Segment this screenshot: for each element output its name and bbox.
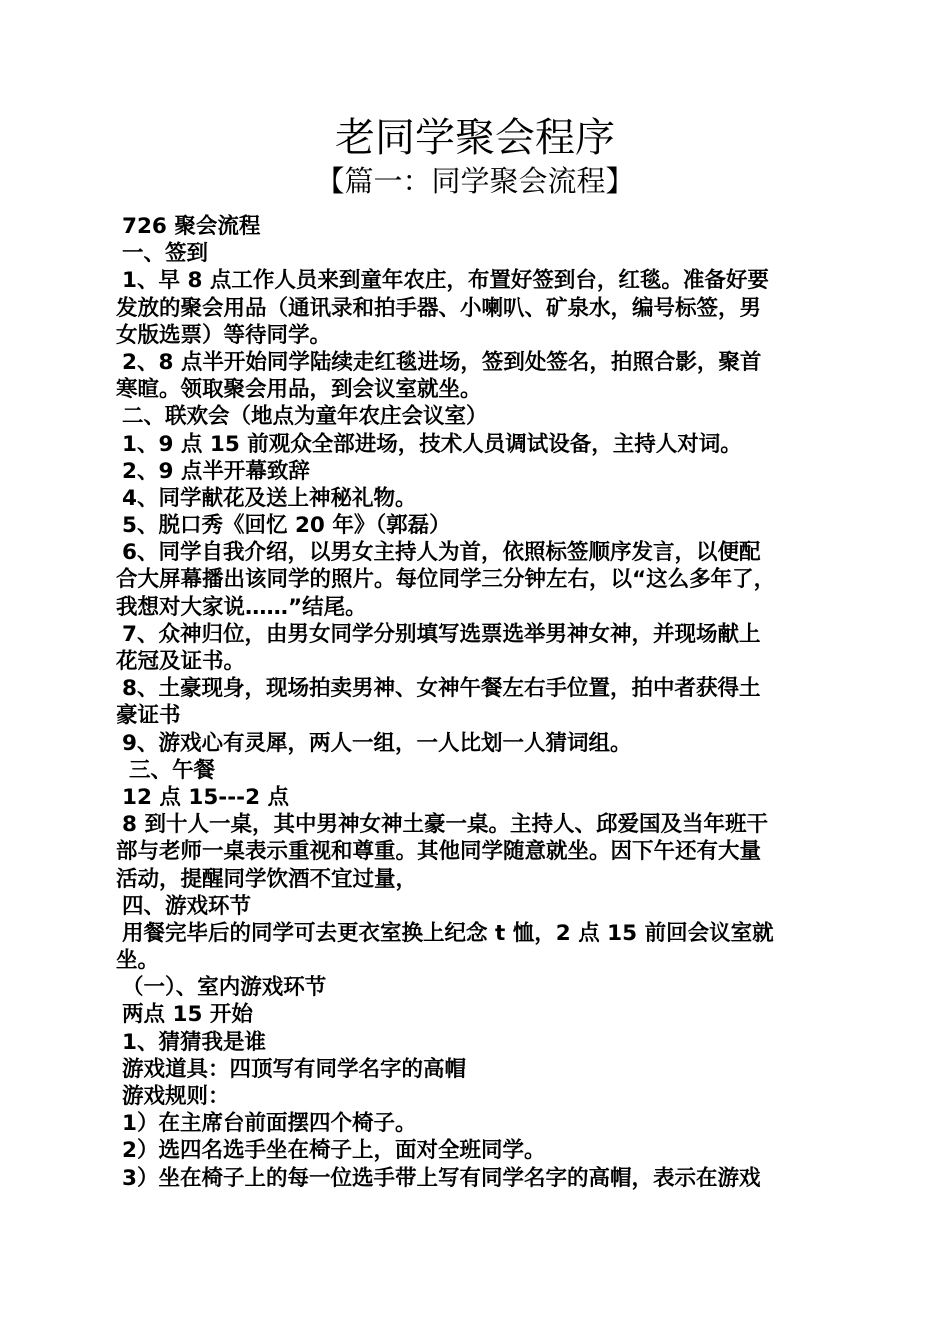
text-line: 我想对大家说……”结尾。 (116, 594, 367, 620)
section-heading: 四、游戏环节 (122, 893, 252, 919)
text-line: 1、早 8 点工作人员来到童年农庄，布置好签到台，红毯。准备好要 (122, 268, 769, 294)
text-line: 2、9 点半开幕致辞 (122, 458, 310, 484)
text-line: 部与老师一桌表示重视和尊重。其他同学随意就坐。因下午还有大量 (116, 839, 762, 865)
text-line: 坐。 (116, 948, 160, 974)
text-line: 2、8 点半开始同学陆续走红毯进场，签到处签名，拍照合影，聚首 (122, 349, 762, 375)
section-heading: 二、联欢会（地点为童年农庄会议室） (122, 404, 488, 430)
text-line: 1）在主席台前面摆四个椅子。 (122, 1111, 417, 1137)
section-heading: 三、午餐 (129, 757, 216, 783)
document-subtitle: 【篇一：同学聚会流程】 (315, 164, 635, 198)
section-heading: 726 聚会流程 (122, 214, 261, 239)
text-line: 6、同学自我介绍，以男女主持人为首，依照标签顺序发言，以便配 (122, 540, 761, 566)
text-line: 3）坐在椅子上的每一位选手带上写有同学名字的高帽，表示在游戏 (122, 1165, 761, 1191)
section-heading: 一、签到 (122, 241, 209, 267)
text-line: 5、脱口秀《回忆 20 年》（郭磊） (122, 513, 451, 539)
text-line: 1、猜猜我是谁 (122, 1029, 266, 1055)
subsection-heading: （一）、室内游戏环节 (122, 975, 327, 1001)
text-line: 寒暄。领取聚会用品，到会议室就坐。 (116, 377, 482, 403)
text-line: 12 点 15---2 点 (122, 784, 290, 810)
text-line: 8、土豪现身，现场拍卖男神、女神午餐左右手位置，拍中者获得土 (122, 676, 761, 702)
text-line: 用餐完毕后的同学可去更衣室换上纪念 t 恤，2 点 15 前回会议室就 (122, 920, 774, 946)
text-line: 两点 15 开始 (122, 1002, 253, 1028)
text-line: 合大屏幕播出该同学的照片。每位同学三分钟左右，以“这么多年了， (116, 567, 776, 593)
text-line: 活动，提醒同学饮酒不宜过量， (116, 866, 418, 892)
document-body (116, 213, 838, 1192)
text-line: 2）选四名选手坐在椅子上，面对全班同学。 (122, 1138, 546, 1164)
text-line: 女版选票）等待同学。 (116, 322, 332, 348)
document-title: 老同学聚会程序 (335, 115, 615, 161)
text-line: 游戏道具：四顶写有同学名字的高帽 (122, 1056, 467, 1082)
text-line: 豪证书 (116, 703, 181, 729)
text-line: 1、9 点 15 前观众全部进场，技术人员调试设备，主持人对词。 (122, 431, 742, 457)
text-line: 9、游戏心有灵犀，两人一组，一人比划一人猜词组。 (122, 730, 632, 756)
text-line: 游戏规则： (122, 1084, 230, 1109)
text-line: 花冠及证书。 (116, 649, 246, 674)
text-line: 8 到十人一桌，其中男神女神土豪一桌。主持人、邱爱国及当年班干 (122, 812, 768, 838)
text-line: 7、众神归位，由男女同学分别填写选票选举男神女神，并现场献上 (122, 621, 761, 647)
text-line: 4、同学献花及送上神秘礼物。 (122, 485, 417, 511)
text-line: 发放的聚会用品（通讯录和拍手器、小喇叭、矿泉水，编号标签，男 (116, 295, 762, 321)
